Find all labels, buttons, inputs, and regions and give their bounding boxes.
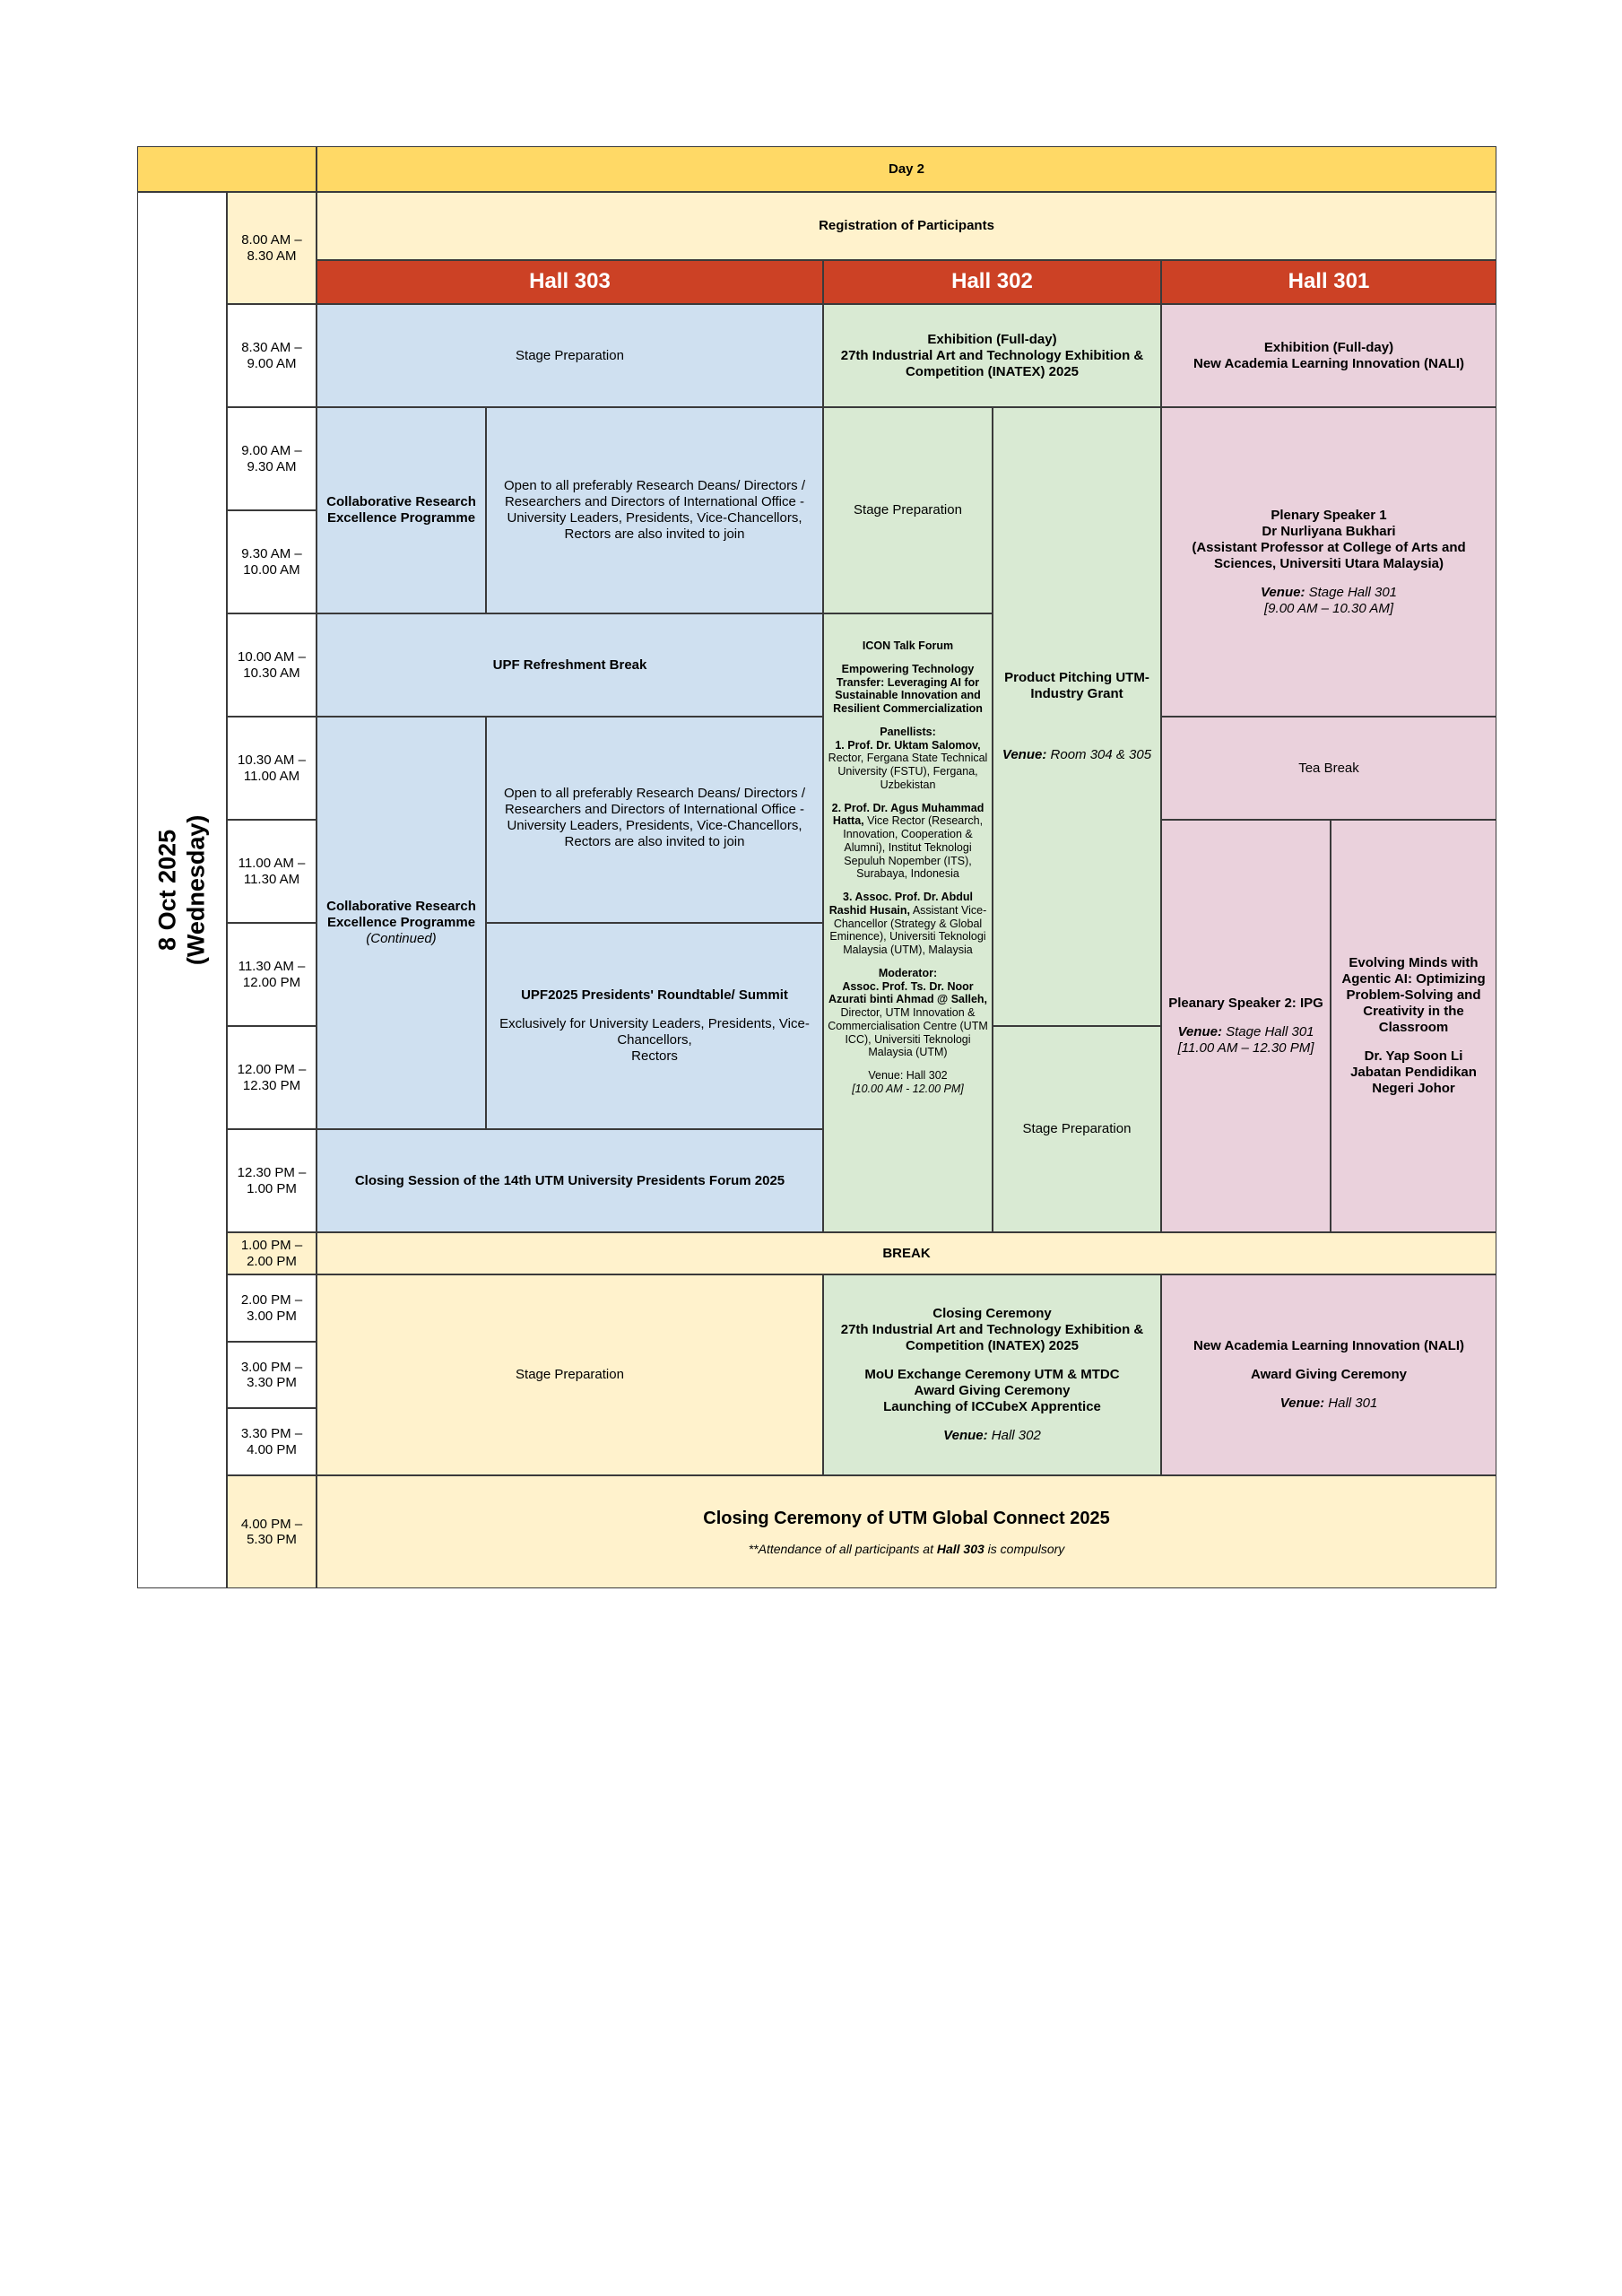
continued-label: (Continued): [366, 931, 437, 946]
h302-closing-ceremony: [823, 1274, 1161, 1475]
icon-forum-time: [10.00 AM - 12.00 PM]: [852, 1082, 964, 1095]
h303-presidents-roundtable: [486, 923, 823, 1129]
icon-talk-forum: [823, 613, 993, 1232]
roundtable-title: UPF2025 Presidents' Roundtable/ Summit: [521, 987, 788, 1003]
date-cell: [137, 192, 227, 1588]
time-slot: 9.00 AM – 9.30 AM: [227, 407, 317, 510]
pitching-venue: Venue: Room 304 & 305: [1002, 747, 1152, 762]
h302-stage-preparation: Stage Preparation: [823, 407, 993, 613]
closing-inatex: 27th Industrial Art and Technology Exhibition & Competition (INATEX) 2025: [840, 1322, 1144, 1353]
roundtable-desc: Exclusively for University Leaders, Presidents, Vice-Chancellors,: [499, 1016, 810, 1048]
icon-forum-venue: Venue: Hall 302: [868, 1069, 948, 1082]
plenary1-venue: Venue: Stage Hall 301: [1260, 584, 1398, 600]
plenary-speaker-2: [1161, 820, 1331, 1232]
hall-303-header: Hall 303: [317, 260, 823, 304]
schedule-table: [137, 146, 1496, 1588]
closing-venue: Venue: Hall 302: [943, 1428, 1041, 1443]
closing-award: Award Giving Ceremony: [914, 1383, 1071, 1398]
plenary1-time: [9.00 AM – 10.30 AM]: [1264, 600, 1393, 616]
time-slot: 10.00 AM – 10.30 AM: [227, 613, 317, 717]
product-pitching: [993, 407, 1161, 1026]
plenary-speaker-1: [1161, 407, 1496, 717]
plenary1-name: Dr Nurliyana Bukhari: [1262, 523, 1396, 539]
time-slot: 8.30 AM – 9.00 AM: [227, 304, 317, 407]
h302-exhibition: [823, 304, 1161, 407]
h301-exhibition-name: New Academia Learning Innovation (NALI): [1193, 355, 1464, 371]
h303-stage-preparation-2: Stage Preparation: [317, 1274, 823, 1475]
h303-crep-title: Collaborative Research Excellence Programme: [317, 407, 486, 613]
closing-launching: Launching of ICCubeX Apprentice: [883, 1399, 1101, 1414]
evolving-org: Jabatan Pendidikan Negeri Johor: [1350, 1065, 1477, 1096]
closing-title: Closing Ceremony: [932, 1306, 1052, 1321]
time-slot: 8.00 AM – 8.30 AM: [227, 192, 317, 304]
moderator: Assoc. Prof. Ts. Dr. Noor Azurati binti Ahmad @ Salleh, Director, UTM Innovation & Commercialisation Centre (UTM ICC), Universiti Teknologi Malaysia (UTM): [828, 979, 988, 1059]
plenary2-venue: Venue: Stage Hall 301: [1177, 1024, 1314, 1039]
time-slot: 9.30 AM – 10.00 AM: [227, 510, 317, 613]
h303-open-to-all: Open to all preferably Research Deans/ Directors / Researchers and Directors of International Office - University Leaders, Presidents, Vice-Chancellors, Rectors are also invited to join: [486, 407, 823, 613]
time-slot: 1.00 PM – 2.00 PM: [227, 1232, 317, 1274]
plenary2-title: Pleanary Speaker 2: IPG: [1168, 996, 1323, 1011]
h302-exhibition-title: Exhibition (Full-day): [927, 331, 1057, 347]
plenary1-title: Plenary Speaker 1: [1271, 507, 1387, 523]
time-slot: 3.30 PM – 4.00 PM: [227, 1408, 317, 1475]
day-title: Day 2: [317, 146, 1496, 192]
time-slot: 11.00 AM – 11.30 AM: [227, 820, 317, 923]
time-slot: 4.00 PM – 5.30 PM: [227, 1475, 317, 1588]
moderator-label: Moderator:: [878, 966, 938, 979]
registration-cell: Registration of Participants: [317, 192, 1496, 260]
h301-exhibition: [1161, 304, 1496, 407]
h301-exhibition-title: Exhibition (Full-day): [1263, 339, 1394, 355]
h303-refreshment-break: UPF Refreshment Break: [317, 613, 823, 717]
evolving-minds: [1331, 820, 1496, 1232]
h303-crep-continued: [317, 717, 486, 1129]
date-label: [153, 815, 212, 966]
closing-mou: MoU Exchange Ceremony UTM & MTDC: [864, 1367, 1120, 1382]
h303-closing-session: Closing Session of the 14th UTM University Presidents Forum 2025: [317, 1129, 823, 1232]
h302-exhibition-name: 27th Industrial Art and Technology Exhibition & Competition (INATEX) 2025: [840, 347, 1144, 379]
h303-open-to-all-2: Open to all preferably Research Deans/ Directors / Researchers and Directors of International Office - University Leaders, Presidents, Vice-Chancellors, Rectors are also invited to join: [486, 717, 823, 923]
header-corner: [137, 146, 317, 192]
time-slot: 3.00 PM – 3.30 PM: [227, 1342, 317, 1408]
evolving-title: Evolving Minds with Agentic AI: Optimizing Problem-Solving and Creativity in the Classroom: [1341, 955, 1486, 1035]
panellists-label: Panellists:: [880, 725, 936, 738]
time-slot: 2.00 PM – 3.00 PM: [227, 1274, 317, 1342]
time-slot: 12.30 PM – 1.00 PM: [227, 1129, 317, 1232]
final-closing-title: Closing Ceremony of UTM Global Connect 2025: [703, 1508, 1110, 1528]
break-row: BREAK: [317, 1232, 1496, 1274]
time-slot: 12.00 PM – 12.30 PM: [227, 1026, 317, 1129]
time-slot: 11.30 AM – 12.00 PM: [227, 923, 317, 1026]
nali-award: Award Giving Ceremony: [1251, 1367, 1407, 1382]
time-slot: 10.30 AM – 11.00 AM: [227, 717, 317, 820]
plenary2-time: [11.00 AM – 12.30 PM]: [1177, 1040, 1314, 1056]
panellist-1: 1. Prof. Dr. Uktam Salomov, Rector, Fergana State Technical University (FSTU), Fergana, Uzbekistan: [828, 738, 988, 791]
final-closing-ceremony: [317, 1475, 1496, 1588]
plenary1-affiliation: (Assistant Professor at College of Arts and Sciences, Universiti Utara Malaysia): [1192, 539, 1466, 571]
icon-forum-title: ICON Talk Forum: [862, 639, 954, 652]
date-line: 8 Oct 2025: [153, 829, 181, 952]
h302-stage-preparation-2: Stage Preparation: [993, 1026, 1161, 1232]
nali-closing-title: New Academia Learning Innovation (NALI): [1193, 1338, 1464, 1353]
panellist-3: 3. Assoc. Prof. Dr. Abdul Rashid Husain, Assistant Vice-Chancellor (Strategy & Global Eminence), Universiti Teknologi Malaysia (UTM), Malaysia: [828, 891, 987, 956]
pitching-title: Product Pitching UTM-Industry Grant: [1004, 670, 1149, 701]
icon-forum-theme: Empowering Technology Transfer: Leveraging AI for Sustainable Innovation and Resilient Commercialization: [833, 662, 983, 715]
nali-closing: [1161, 1274, 1496, 1475]
h303-stage-preparation: Stage Preparation: [317, 304, 823, 407]
nali-venue: Venue: Hall 301: [1279, 1396, 1378, 1411]
roundtable-desc-2: Rectors: [631, 1048, 678, 1064]
hall-301-header: Hall 301: [1161, 260, 1496, 304]
evolving-speaker: Dr. Yap Soon Li: [1364, 1048, 1463, 1064]
attendance-note: **Attendance of all participants at Hall 303 is compulsory: [748, 1541, 1065, 1556]
hall-302-header: Hall 302: [823, 260, 1161, 304]
panellist-2: 2. Prof. Dr. Agus Muhammad Hatta, Vice Rector (Research, Innovation, Cooperation & Alumni), Institut Teknologi Sepuluh Nopember (ITS), Surabaya, Indonesia: [831, 801, 984, 881]
crep-title-2: Collaborative Research Excellence Programme: [326, 899, 476, 930]
weekday-line: (Wednesday): [183, 814, 211, 966]
tea-break: Tea Break: [1161, 717, 1496, 820]
